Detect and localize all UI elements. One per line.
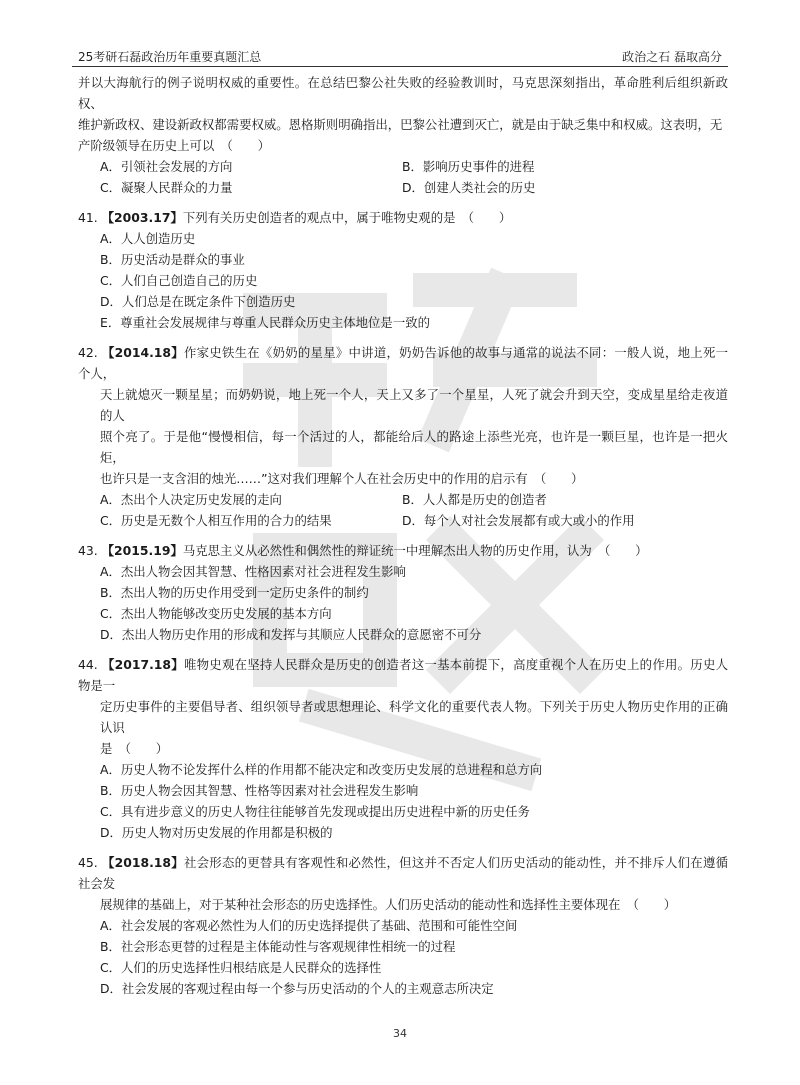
option-a: A．引领社会发展的方向 — [100, 159, 233, 174]
option-c: C．杰出人物能够改变历史发展的基本方向 — [100, 606, 332, 621]
question-source-tag: 【2003.17】 — [101, 210, 183, 225]
question-42 — [78, 342, 728, 531]
stem-line: 展规律的基础上，对于某种社会形态的历史选择性。人们历史活动的能动性和选择性主要体现在 （ ） — [100, 897, 677, 912]
option-c: C．凝聚人民群众的力量 — [100, 180, 233, 195]
stem-text: 作家史铁生在《奶奶的星星》中讲道，奶奶告诉他的故事与通常的说法不同：一般人说，地上死一个人， — [78, 345, 729, 381]
question-number: 42. — [78, 345, 98, 360]
question-stem — [78, 207, 728, 228]
question-stem — [78, 654, 728, 696]
header-slogan: 政治之石 磊取高分 — [622, 50, 722, 64]
intro-line: 并以大海航行的例子说明权威的重要性。在总结巴黎公社失败的经验教训时，马克思深刻指出，革命胜利后组织新政权、 — [78, 75, 728, 111]
question-number: 44. — [78, 657, 98, 672]
question-stem — [78, 540, 728, 561]
option-a: A．社会发展的客观必然性为人们的历史选择提供了基础、范围和可能性空间 — [100, 918, 518, 933]
intro-line: 产阶级领导在历史上可以 （ ） — [78, 138, 271, 153]
stem-line: 也许只是一支含泪的烛光……”这对我们理解个人在社会历史中的作用的启示有 （ ） — [100, 471, 584, 486]
option-a: A．杰出人物会因其智慧、性格因素对社会进程发生影响 — [100, 564, 406, 579]
option-a: A．历史人物不论发挥什么样的作用都不能决定和改变历史发展的总进程和总方向 — [100, 762, 543, 777]
option-b: B．历史活动是群众的事业 — [100, 252, 245, 267]
stem-line: 照个亮了。于是他“慢慢相信，每一个活过的人，都能给后人的路途上添些光亮，也许是一颗巨星，也许是一把火炬， — [100, 429, 728, 465]
option-a: A．杰出个人决定历史发展的走向 — [100, 492, 282, 507]
option-a: A．人人创造历史 — [100, 231, 196, 246]
question-43 — [78, 540, 728, 645]
option-c: C．人们自己创造自己的历史 — [100, 273, 258, 288]
option-c: C．历史是无数个人相互作用的合力的结果 — [100, 513, 332, 528]
stem-text: 社会形态的更替具有客观性和必然性，但这并不否定人们历史活动的能动性，并不排斥人们在遵循社会发 — [78, 855, 729, 891]
option-b: B．影响历史事件的进程 — [402, 159, 535, 174]
question-44 — [78, 654, 728, 843]
header-title: 25考研石磊政治历年重要真题汇总 — [78, 50, 262, 64]
question-stem — [78, 852, 728, 894]
question-41 — [78, 207, 728, 333]
question-content — [78, 72, 728, 999]
option-b: B．社会形态更替的过程是主体能动性与客观规律性相统一的过程 — [100, 939, 456, 954]
stem-line: 是 （ ） — [100, 741, 169, 756]
question-number: 41. — [78, 210, 98, 225]
question-number: 45. — [78, 855, 98, 870]
question-source-tag: 【2018.18】 — [101, 855, 184, 870]
question-45 — [78, 852, 728, 999]
stem-text: 唯物史观在坚持人民群众是历史的创造者这一基本前提下，高度重视个人在历史上的作用。历史人物是一 — [78, 657, 729, 693]
option-d: D．每个人对社会发展都有或大或小的作用 — [402, 513, 635, 528]
question-source-tag: 【2017.18】 — [101, 657, 184, 672]
stem-text: 下列有关历史创造者的观点中，属于唯物史观的是 （ ） — [182, 210, 512, 225]
page-number: 34 — [393, 1027, 407, 1040]
intro-line: 维护新政权、建设新政权都需要权威。恩格斯则明确指出，巴黎公社遭到灭亡，就是由于缺乏集中和权威。这表明，无 — [78, 117, 723, 132]
stem-line: 定历史事件的主要倡导者、组织领导者或思想理论、科学文化的重要代表人物。下列关于历史人物历史作用的正确认识 — [100, 699, 728, 735]
option-e: E．尊重社会发展规律与尊重人民群众历史主体地位是一致的 — [100, 315, 430, 330]
option-d: D．社会发展的客观过程由每一个参与历史活动的个人的主观意志所决定 — [100, 981, 494, 996]
option-d: D．杰出人物历史作用的形成和发挥与其顺应人民群众的意愿密不可分 — [100, 627, 482, 642]
question-number: 43. — [78, 543, 98, 558]
option-c: C．具有进步意义的历史人物往往能够首先发现或提出历史进程中新的历史任务 — [100, 804, 530, 819]
option-d: D．历史人物对历史发展的作用都是积极的 — [100, 825, 333, 840]
options-grid — [78, 489, 728, 531]
stem-text: 马克思主义从必然性和偶然性的辩证统一中理解杰出人物的历史作用，认为 （ ） — [182, 543, 648, 558]
option-d: D．人们总是在既定条件下创造历史 — [100, 294, 296, 309]
header-divider — [72, 66, 728, 67]
question-source-tag: 【2015.19】 — [101, 543, 183, 558]
option-c: C．人们的历史选择性归根结底是人民群众的选择性 — [100, 960, 382, 975]
option-b: B．人人都是历史的创造者 — [402, 492, 547, 507]
question-source-tag: 【2014.18】 — [101, 345, 184, 360]
stem-line: 天上就熄灭一颗星星；而奶奶说，地上死一个人，天上又多了一个星星，人死了就会升到天空，变成星星给走夜道的人 — [100, 387, 728, 423]
option-d: D．创建人类社会的历史 — [402, 180, 536, 195]
question-stem — [78, 342, 728, 384]
question-continuation — [78, 72, 728, 198]
options-grid — [78, 156, 728, 198]
option-b: B．杰出人物的历史作用受到一定历史条件的制约 — [100, 585, 369, 600]
option-b: B．历史人物会因其智慧、性格等因素对社会进程发生影响 — [100, 783, 419, 798]
page-header — [72, 44, 728, 66]
